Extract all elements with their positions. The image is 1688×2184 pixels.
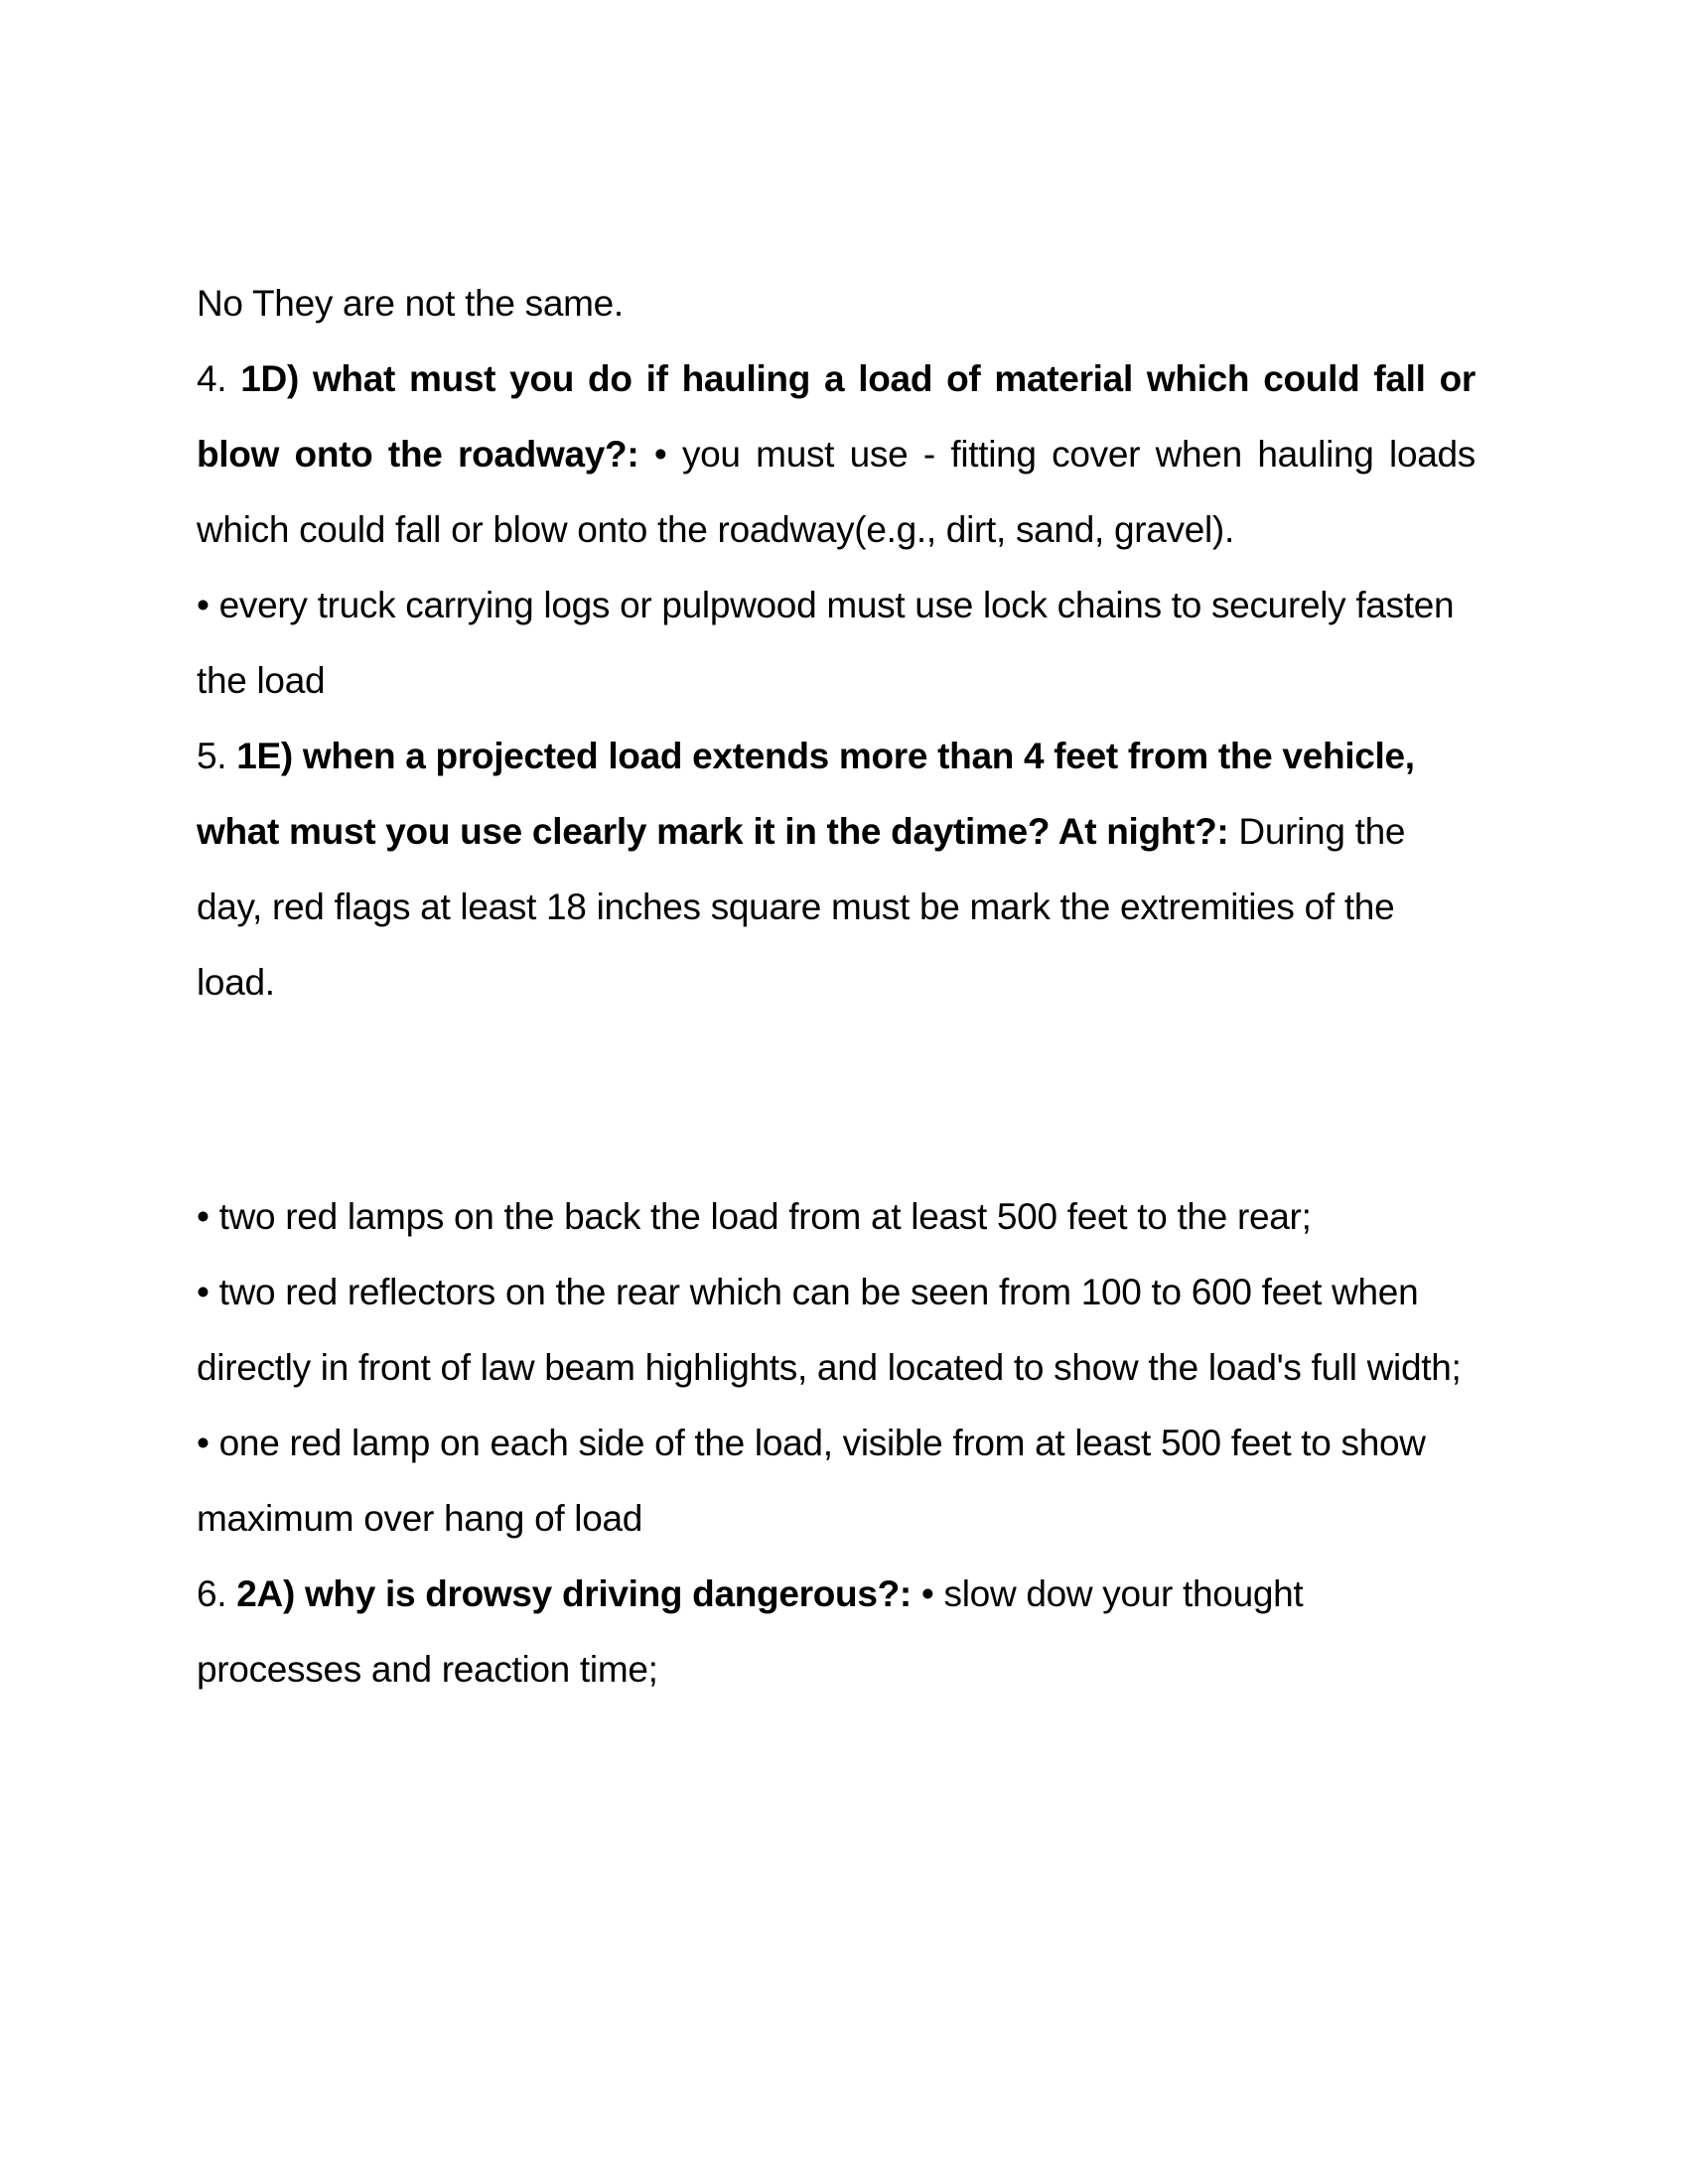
question-5-bullet-1: • two red lamps on the back the load from at least 500 feet to the rear; — [197, 1196, 1312, 1237]
question-5-bullet-3: • one red lamp on each side of the load, visible from at least 500 feet to show maximum over hang of load — [197, 1423, 1426, 1539]
question-5-text: 1E) when a projected load extends more than 4 feet from the vehicle, what must you use clearly mark it in the daytime? At night?: — [197, 736, 1415, 852]
question-5-number: 5. — [197, 736, 227, 776]
question-6-number: 6. — [197, 1573, 227, 1614]
question-6-text: 2A) why is drowsy driving dangerous?: — [236, 1573, 912, 1614]
question-5-bullet-2: • two red reflectors on the rear which can be seen from 100 to 600 feet when directly in front of law beam highlights, and located to show the load's full width; — [197, 1272, 1462, 1388]
question-4-bullet-1: • every truck carrying logs or pulpwood must use lock chains to securely fasten the load — [197, 585, 1455, 701]
question-5 — [197, 719, 1476, 1021]
question-6-answer: • slow dow your thought processes and reaction time; — [197, 1573, 1304, 1690]
question-5-answer: During the day, red flags at least 18 inches square must be mark the extremities of the load. — [197, 811, 1406, 1003]
question-4-number: 4. — [197, 358, 227, 399]
spacer — [197, 1021, 1476, 1179]
question-4 — [197, 341, 1476, 568]
intro-text: No They are not the same. — [197, 283, 624, 324]
question-6 — [197, 1557, 1476, 1707]
question-4-answer: • you must use - fitting cover when hauling loads which could fall or blow onto the roadway(e.g., dirt, sand, gravel). — [197, 434, 1476, 550]
question-4-text: 1D) what must you do if hauling a load of material which could fall or blow onto the roadway?: — [197, 358, 1476, 475]
document-page — [197, 266, 1476, 1707]
